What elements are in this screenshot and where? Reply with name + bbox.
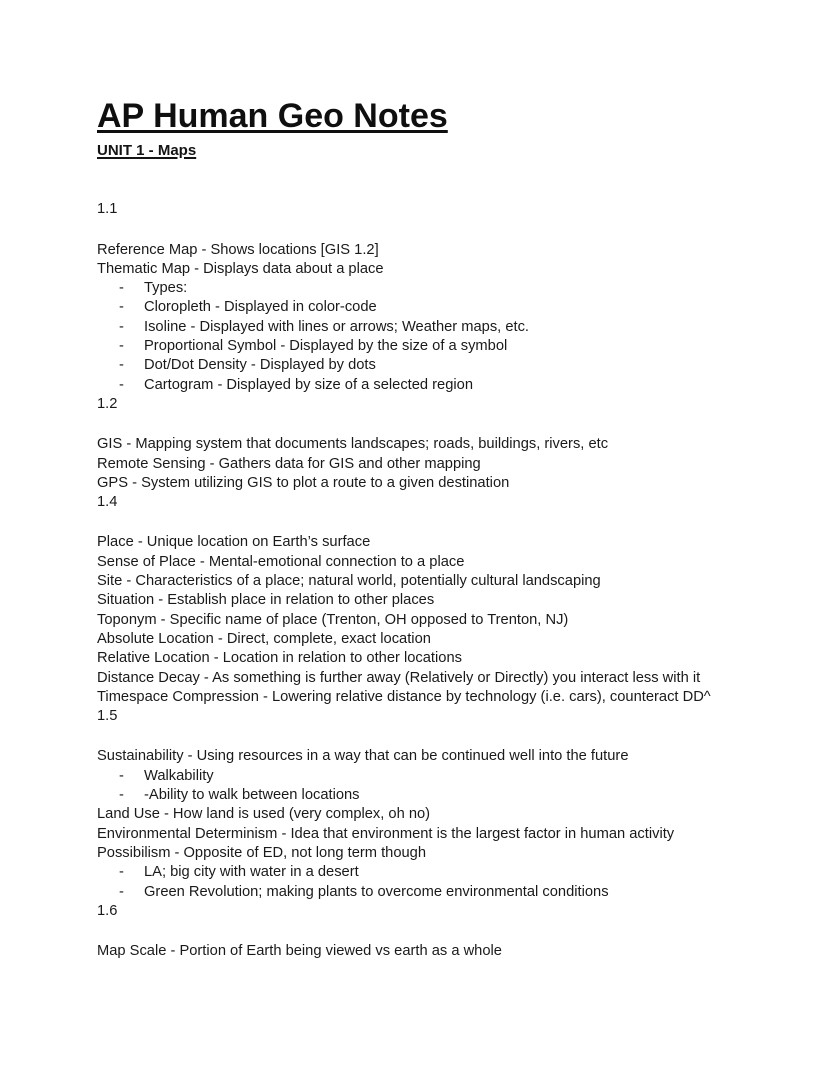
- section-heading: 1.2: [97, 395, 118, 412]
- bullet-text: Walkability: [144, 767, 214, 784]
- paragraph-line: Situation - Establish place in relation to other places: [97, 592, 435, 609]
- bullet-text: Cartogram - Displayed by size of a selected region: [144, 376, 473, 393]
- paragraph-line: Absolute Location - Direct, complete, exact location: [97, 630, 431, 647]
- paragraph-line: Timespace Compression - Lowering relative distance by technology (i.e. cars), counteract DD^: [97, 688, 711, 705]
- section-paragraphs: [97, 533, 798, 707]
- bullet-dash: -: [119, 883, 124, 900]
- doc-subtitle: UNIT 1 - Maps: [97, 142, 197, 159]
- section-paragraphs: [97, 942, 798, 961]
- bullet-dash: -: [119, 357, 124, 374]
- bullet-dash: -: [119, 299, 124, 316]
- section-heading: 1.4: [97, 494, 118, 511]
- bullet-dash: -: [119, 338, 124, 355]
- bullet-item: [97, 279, 798, 298]
- section-heading: 1.5: [97, 708, 118, 725]
- paragraph-line: Place - Unique location on Earth’s surface: [97, 534, 371, 551]
- paragraph-line: Land Use - How land is used (very complex, oh no): [97, 806, 431, 823]
- bullet-dash: -: [119, 787, 124, 804]
- bullet-dash: -: [119, 376, 124, 393]
- bullet-text: Types:: [144, 280, 188, 297]
- bullet-text: -Ability to walk between locations: [144, 787, 360, 804]
- doc-body: [97, 200, 798, 961]
- section-heading: 1.1: [97, 201, 118, 218]
- section-paragraphs: [97, 241, 798, 395]
- bullet-text: Cloropleth - Displayed in color-code: [144, 299, 377, 316]
- bullet-text: Isoline - Displayed with lines or arrows; Weather maps, etc.: [144, 318, 530, 335]
- bullet-item: [97, 298, 798, 317]
- bullet-item: [97, 318, 798, 337]
- bullet-item: [97, 376, 798, 395]
- section-paragraphs: [97, 435, 798, 493]
- bullet-item: [97, 337, 798, 356]
- bullet-item: [97, 767, 798, 786]
- bullet-dash: -: [119, 318, 124, 335]
- paragraph-line: Remote Sensing - Gathers data for GIS and other mapping: [97, 455, 481, 472]
- bullet-text: LA; big city with water in a desert: [144, 864, 359, 881]
- bullet-dash: -: [119, 767, 124, 784]
- doc-title: AP Human Geo Notes: [97, 97, 448, 135]
- paragraph-line: Map Scale - Portion of Earth being viewed vs earth as a whole: [97, 943, 502, 960]
- bullet-dash: -: [119, 280, 124, 297]
- bullet-text: Proportional Symbol - Displayed by the size of a symbol: [144, 338, 508, 355]
- bullet-text: Green Revolution; making plants to overcome environmental conditions: [144, 883, 609, 900]
- paragraph-line: Environmental Determinism - Idea that environment is the largest factor in human activity: [97, 825, 675, 842]
- bullet-text: Dot/Dot Density - Displayed by dots: [144, 357, 376, 374]
- bullet-item: [97, 863, 798, 882]
- bullet-item: [97, 356, 798, 375]
- section-paragraphs: [97, 747, 798, 901]
- bullet-dash: -: [119, 864, 124, 881]
- paragraph-line: Reference Map - Shows locations [GIS 1.2]: [97, 241, 379, 258]
- paragraph-line: GPS - System utilizing GIS to plot a route to a given destination: [97, 474, 510, 491]
- bullet-item: [97, 883, 798, 902]
- paragraph-line: Possibilism - Opposite of ED, not long term though: [97, 844, 426, 861]
- paragraph-line: Toponym - Specific name of place (Trenton, OH opposed to Trenton, NJ): [97, 611, 569, 628]
- bullet-item: [97, 786, 798, 805]
- section-heading: 1.6: [97, 902, 118, 919]
- paragraph-line: Sense of Place - Mental-emotional connection to a place: [97, 553, 465, 570]
- paragraph-line: Sustainability - Using resources in a way that can be continued well into the future: [97, 748, 629, 765]
- paragraph-line: Thematic Map - Displays data about a place: [97, 260, 384, 277]
- paragraph-line: Relative Location - Location in relation to other locations: [97, 650, 462, 667]
- paragraph-line: GIS - Mapping system that documents landscapes; roads, buildings, rivers, etc: [97, 436, 609, 453]
- paragraph-line: Distance Decay - As something is further away (Relatively or Directly) you interact less with it: [97, 669, 701, 686]
- paragraph-line: Site - Characteristics of a place; natural world, potentially cultural landscaping: [97, 573, 601, 590]
